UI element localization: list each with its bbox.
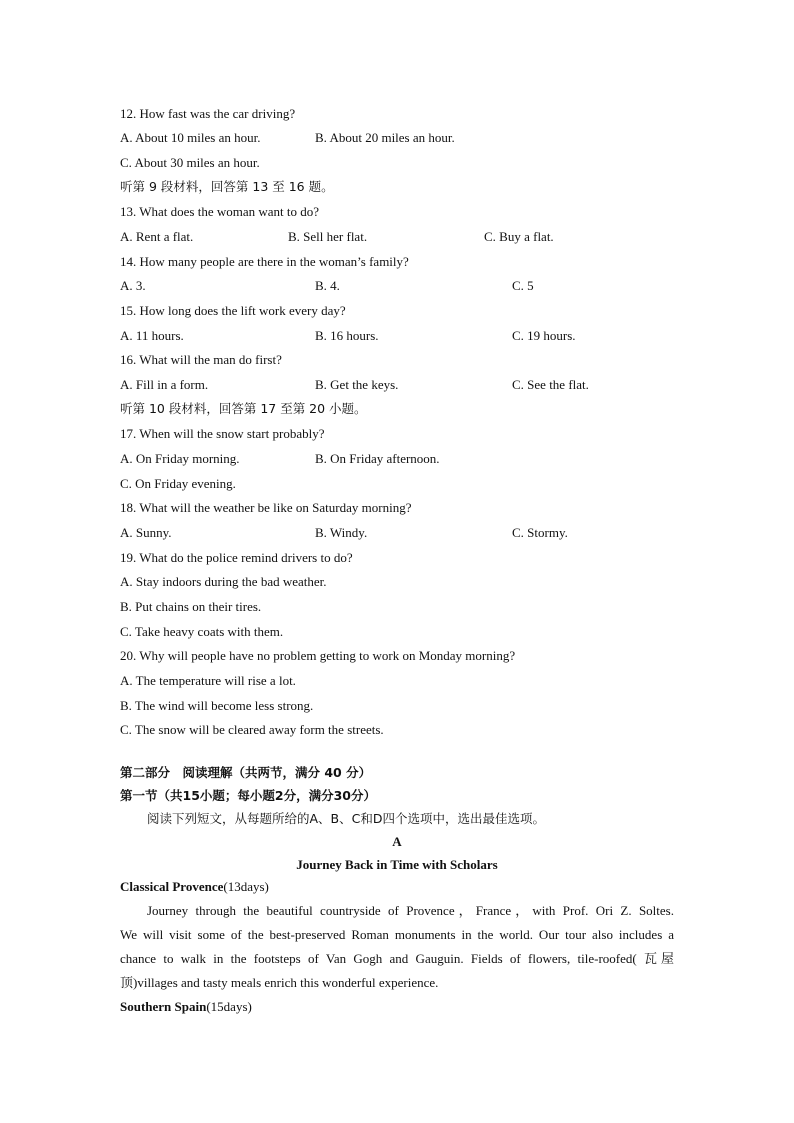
q20-option-c: C. The snow will be cleared away form the streets. [120,722,384,737]
tour-heading-spain [120,999,252,1015]
q14-option-c: C. 5 [512,278,534,293]
q20-option-a: A. The temperature will rise a lot. [120,673,296,688]
q20-option-b: B. The wind will become less strong. [120,698,314,713]
q12-option-a: A. About 10 miles an hour. [120,130,261,145]
listening-direction-10: 听第 10 段材料，回答第 17 至第 20 小题。 [120,401,367,416]
listening-direction-9: 听第 9 段材料，回答第 13 至 16 题。 [120,179,334,194]
description-line: We will visit some of the best-preserved Roman monuments in the world. Our tour also includes a [120,927,674,942]
part-two-heading: 第二部分 阅读理解（共两节，满分 40 分） [120,765,372,780]
question-17: 17. When will the snow start probably? [120,426,325,441]
reading-instructions: 阅读下列短文，从每题所给的A、B、C和D四个选项中，选出最佳选项。 [147,811,545,826]
q13-option-b: B. Sell her flat. [288,229,368,244]
q18-option-c: C. Stormy. [512,525,568,540]
tour-heading-provence [120,879,269,895]
q15-option-b: B. 16 hours. [315,328,379,343]
tour-duration: (15days) [206,999,252,1014]
passage-title: Journey Back in Time with Scholars [296,857,498,872]
q19-option-c: C. Take heavy coats with them. [120,624,284,639]
question-13: 13. What does the woman want to do? [120,204,320,219]
q16-option-b: B. Get the keys. [315,377,399,392]
q18-option-b: B. Windy. [315,525,368,540]
section-one-heading: 第一节（共15小题；每小题2分，满分30分） [120,788,376,803]
tour-name: Classical Provence [120,879,224,894]
passage-letter: A [392,834,402,849]
q17-option-c: C. On Friday evening. [120,476,236,491]
question-18: 18. What will the weather be like on Saturday morning? [120,500,412,515]
q19-option-a: A. Stay indoors during the bad weather. [120,574,327,589]
question-20: 20. Why will people have no problem getting to work on Monday morning? [120,648,516,663]
q15-option-c: C. 19 hours. [512,328,576,343]
tour-description-provence [120,899,674,995]
q15-option-a: A. 11 hours. [120,328,184,343]
q14-option-b: B. 4. [315,278,340,293]
tour-name: Southern Spain [120,999,207,1014]
q12-option-b: B. About 20 miles an hour. [315,130,455,145]
q14-option-a: A. 3. [120,278,146,293]
q16-option-c: C. See the flat. [512,377,589,392]
question-19: 19. What do the police remind drivers to do? [120,550,353,565]
q18-option-a: A. Sunny. [120,525,172,540]
q12-option-c: C. About 30 miles an hour. [120,155,260,170]
tour-duration: (13days) [223,879,269,894]
q17-option-a: A. On Friday morning. [120,451,240,466]
question-15: 15. How long does the lift work every day? [120,303,346,318]
q17-option-b: B. On Friday afternoon. [315,451,440,466]
q16-option-a: A. Fill in a form. [120,377,209,392]
q13-option-c: C. Buy a flat. [484,229,554,244]
description-line: 顶)villages and tasty meals enrich this wonderful experience. [120,975,439,990]
question-14: 14. How many people are there in the woman’s family? [120,254,409,269]
q13-option-a: A. Rent a flat. [120,229,194,244]
description-line: chance to walk in the footsteps of Van Gogh and Gauguin. Fields of flowers, tile-roofed( 瓦屋 [120,951,674,966]
description-line: Journey through the beautiful countryside of Provence，France，with Prof. Ori Z. Soltes. [147,903,674,918]
q19-option-b: B. Put chains on their tires. [120,599,262,614]
question-12: 12. How fast was the car driving? [120,106,296,121]
question-16: 16. What will the man do first? [120,352,282,367]
